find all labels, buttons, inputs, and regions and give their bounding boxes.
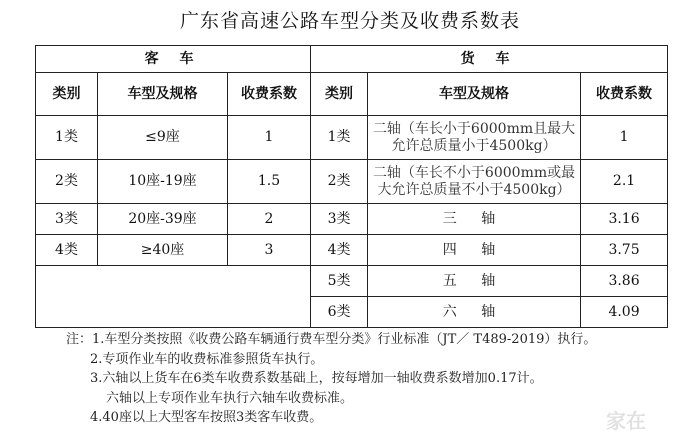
freight-spec: 四 轴 xyxy=(368,235,581,266)
table-row xyxy=(36,160,668,204)
passenger-category: 4类 xyxy=(36,235,98,266)
table-row xyxy=(36,235,668,266)
col-spec: 车型及规格 xyxy=(98,73,228,116)
note-line: 注：1.车型分类按照《收费公路车辆通行费车型分类》行业标准（JT／ T489-2019）执行。 xyxy=(66,332,597,347)
watermark-logo xyxy=(606,405,686,437)
col-coefficient: 收费系数 xyxy=(228,73,311,116)
table-row xyxy=(36,204,668,235)
freight-category: 6类 xyxy=(311,297,368,328)
freight-category: 5类 xyxy=(311,266,368,297)
note-line: 4.40座以上大型客车按照3类客车收费。 xyxy=(90,410,323,425)
passenger-coefficient: 1 xyxy=(228,116,311,160)
table-row xyxy=(36,266,668,297)
passenger-category: 3类 xyxy=(36,204,98,235)
table-title: 广东省高速公路车型分类及收费系数表 xyxy=(179,10,520,32)
passenger-category: 2类 xyxy=(36,160,98,204)
watermark-text: 家在 xyxy=(606,409,646,433)
table-row xyxy=(36,116,668,160)
freight-spec: 三 轴 xyxy=(368,204,581,235)
passenger-spec: 10座-19座 xyxy=(98,160,228,204)
col-category: 类别 xyxy=(36,73,98,116)
passenger-spec: ≥40座 xyxy=(98,235,228,266)
passenger-coefficient: 2 xyxy=(228,204,311,235)
freight-spec: 五 轴 xyxy=(368,266,581,297)
freight-spec: 二轴（车长小于6000mm且最大允许总质量小于4500kg） xyxy=(368,116,581,160)
passenger-coefficient: 1.5 xyxy=(228,160,311,204)
empty-passenger-cell xyxy=(36,266,311,328)
note-line: 3.六轴以上货车在6类车收费系数基础上，按每增加一轴收费系数增加0.17计。 xyxy=(90,371,543,386)
freight-coefficient: 2.1 xyxy=(581,160,668,204)
freight-category: 3类 xyxy=(311,204,368,235)
passenger-group-header: 客 车 xyxy=(36,46,311,73)
col-category-freight: 类别 xyxy=(311,73,368,116)
freight-category: 1类 xyxy=(311,116,368,160)
freight-coefficient: 3.16 xyxy=(581,204,668,235)
freight-spec: 六 轴 xyxy=(368,297,581,328)
freight-coefficient: 1 xyxy=(581,116,668,160)
col-spec-freight: 车型及规格 xyxy=(368,73,581,116)
fee-coefficient-table xyxy=(35,45,668,328)
freight-spec: 二轴（车长不小于6000mm或最大允许总质量不小于4500kg） xyxy=(368,160,581,204)
freight-group-header: 货 车 xyxy=(311,46,668,73)
passenger-coefficient: 3 xyxy=(228,235,311,266)
freight-coefficient: 3.75 xyxy=(581,235,668,266)
passenger-spec: ≤9座 xyxy=(98,116,228,160)
note-line: 六轴以上专项作业车执行六轴车收费标准。 xyxy=(106,390,354,406)
passenger-spec: 20座-39座 xyxy=(98,204,228,235)
freight-coefficient: 3.86 xyxy=(581,266,668,297)
note-line: 2.专项作业车的收费标准参照货车执行。 xyxy=(90,351,324,367)
freight-coefficient: 4.09 xyxy=(581,297,668,328)
passenger-category: 1类 xyxy=(36,116,98,160)
freight-category: 4类 xyxy=(311,235,368,266)
notes-section xyxy=(66,330,666,428)
freight-category: 2类 xyxy=(311,160,368,204)
col-coefficient-freight: 收费系数 xyxy=(581,73,668,116)
